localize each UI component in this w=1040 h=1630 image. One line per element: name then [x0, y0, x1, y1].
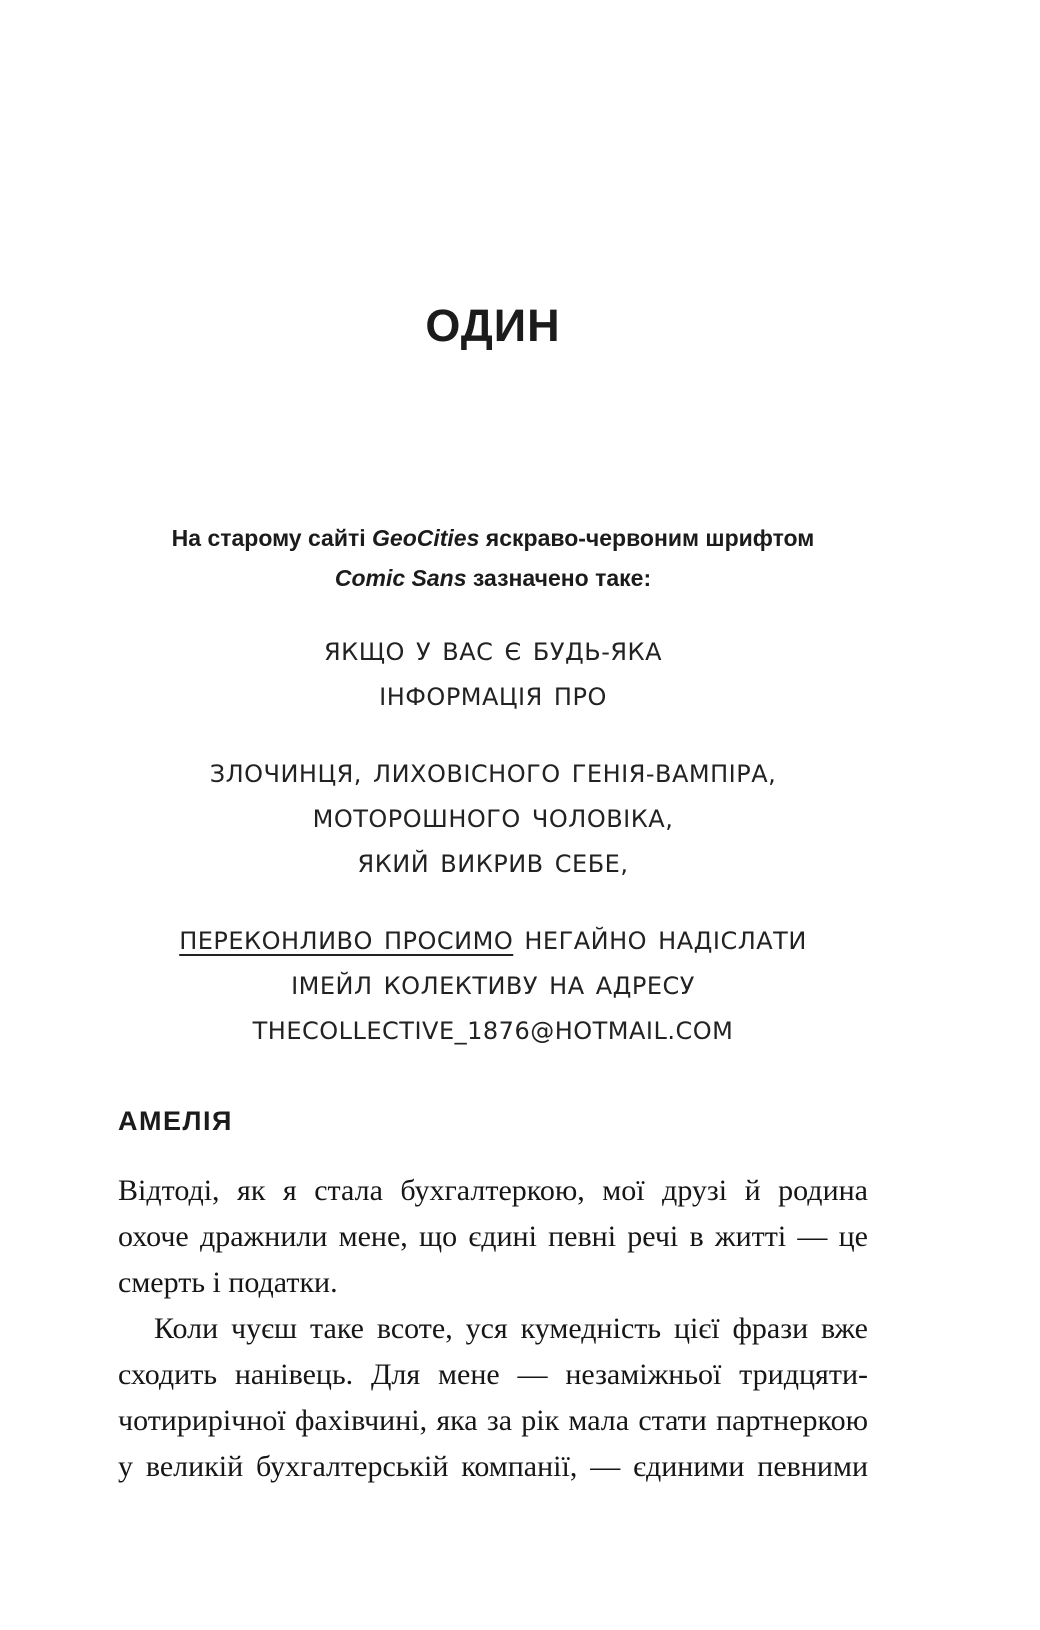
notice-line: ІМЕЙЛ КОЛЕКТИВУ НА АДРЕСУ — [291, 972, 695, 1000]
body-line: Відтоді, як я стала бухгалтеркою, мої друзі й родина — [118, 1174, 868, 1207]
intro-line1-rest: яскраво-червоним шрифтом — [479, 525, 815, 551]
notice-underlined-phrase: ПЕРЕКОНЛИВО ПРОСИМО — [179, 927, 514, 955]
intro-note — [93, 518, 893, 598]
body-line: чотирирічної фахівчині, яка за рік мала стати партнеркою — [118, 1404, 868, 1437]
intro-line1-text: На старому сайті — [171, 525, 373, 551]
body-line: охоче дражнили мене, що єдині певні речі в житті — це — [118, 1220, 868, 1253]
chapter-title: ОДИН — [425, 300, 561, 351]
intro-line2-rest: зазначено таке: — [466, 565, 652, 591]
body-text — [118, 1168, 868, 1490]
notice-line: ЯКЩО У ВАС Є БУДЬ-ЯКА — [324, 638, 662, 666]
body-line: Коли чуєш таке всоте, уся кумедність цієї фрази вже — [154, 1312, 868, 1345]
notice-line — [93, 919, 893, 964]
notice-line: ЯКИЙ ВИКРИВ СЕБЕ, — [357, 850, 629, 878]
notice-email: THECOLLECTIVE_1876@HOTMAIL.COM — [252, 1017, 734, 1045]
website-notice — [93, 630, 893, 1054]
intro-site-name: GeoCities — [372, 525, 480, 551]
body-line: сходить нанівець. Для мене — незаміжньої тридцяти- — [118, 1358, 868, 1391]
intro-font-name: Comic Sans — [334, 565, 467, 591]
body-line: у великій бухгалтерській компанії, — єдиними певними — [118, 1450, 868, 1483]
notice-line: ЗЛОЧИНЦЯ, ЛИХОВІСНОГО ГЕНІЯ-ВАМПІРА, — [209, 760, 777, 788]
intro-line-2 — [93, 558, 893, 598]
notice-line6-rest: НЕГАЙНО НАДІСЛАТИ — [513, 927, 807, 955]
body-line: смерть і податки. — [118, 1266, 338, 1299]
notice-gap — [93, 887, 893, 919]
notice-line: МОТОРОШНОГО ЧОЛОВІКА, — [312, 805, 674, 833]
notice-line: ІНФОРМАЦІЯ ПРО — [379, 683, 607, 711]
intro-line-1 — [93, 518, 893, 558]
section-heading-amelia: АМЕЛІЯ — [118, 1106, 233, 1136]
notice-gap — [93, 720, 893, 752]
